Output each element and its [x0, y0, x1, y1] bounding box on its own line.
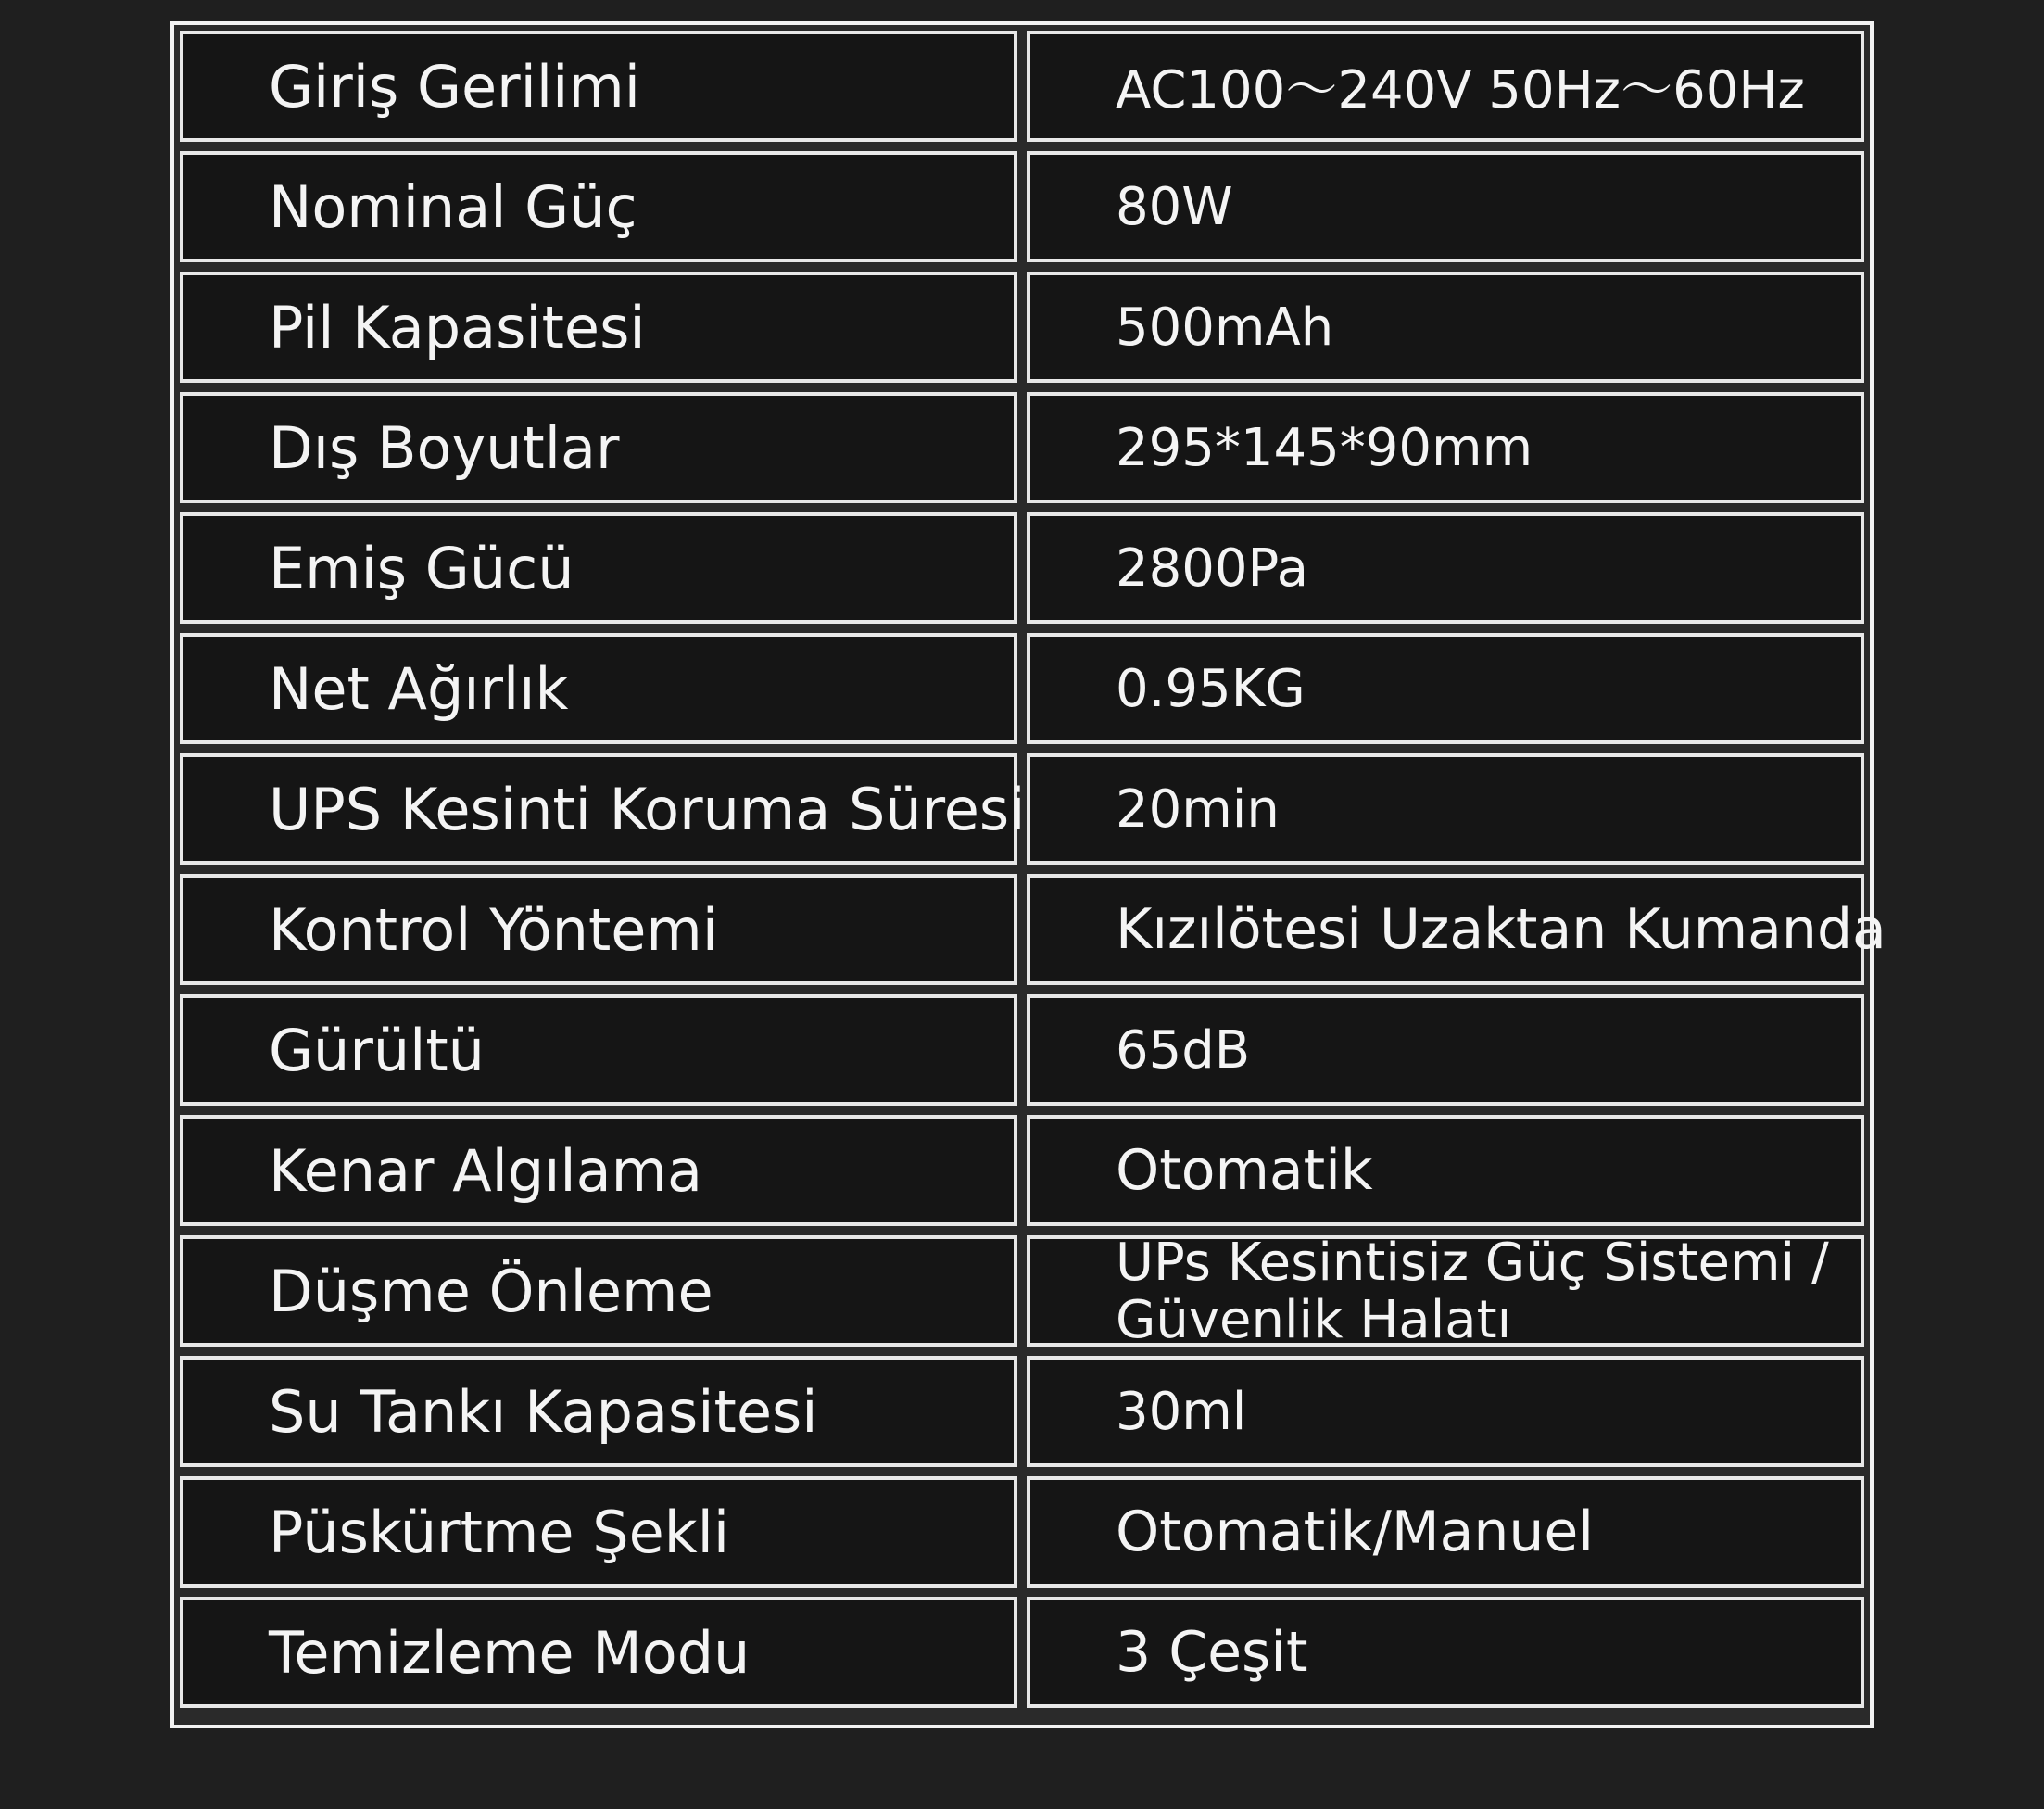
spec-row-ups-protection-time — [180, 753, 1864, 865]
spec-label: Su Tankı Kapasitesi — [180, 1356, 1017, 1467]
spec-row-net-weight — [180, 633, 1864, 744]
spec-row-edge-detection — [180, 1115, 1864, 1226]
spec-label: Dış Boyutlar — [180, 392, 1017, 503]
spec-value: 65dB — [1027, 994, 1864, 1106]
spec-row-fall-prevention — [180, 1233, 1864, 1350]
spec-value: 2800Pa — [1027, 512, 1864, 624]
spec-row-suction-power — [180, 512, 1864, 624]
spec-label: Nominal Güç — [180, 151, 1017, 262]
spec-row-input-voltage — [180, 31, 1864, 142]
spec-row-battery-capacity — [180, 272, 1864, 383]
spec-value: 295*145*90mm — [1027, 392, 1864, 503]
spec-label: Temizleme Modu — [180, 1597, 1017, 1708]
spec-row-dimensions — [180, 392, 1864, 503]
spec-value: 20min — [1027, 753, 1864, 865]
spec-label: Kenar Algılama — [180, 1115, 1017, 1226]
spec-value-line: Güvenlik Halatı — [1116, 1290, 1512, 1350]
spec-label: Gürültü — [180, 994, 1017, 1106]
spec-label: Net Ağırlık — [180, 633, 1017, 744]
spec-label: Emiş Gücü — [180, 512, 1017, 624]
spec-value: 30ml — [1027, 1356, 1864, 1467]
spec-row-noise — [180, 994, 1864, 1106]
spec-value-line: UPs Kesintisiz Güç Sistemi / — [1116, 1233, 1829, 1293]
spec-value: 3 Çeşit — [1027, 1597, 1864, 1708]
spec-label: Püskürtme Şekli — [180, 1476, 1017, 1588]
spec-row-cleaning-mode — [180, 1597, 1864, 1708]
spec-row-water-tank-capacity — [180, 1356, 1864, 1467]
spec-row-rated-power — [180, 151, 1864, 262]
spec-label: Kontrol Yöntemi — [180, 874, 1017, 985]
spec-row-control-method — [180, 874, 1886, 985]
spec-value: Otomatik/Manuel — [1027, 1476, 1864, 1588]
spec-value — [1027, 1233, 1864, 1350]
spec-label: UPS Kesinti Koruma Süresi — [180, 753, 1017, 865]
spec-value: 0.95KG — [1027, 633, 1864, 744]
spec-value: Otomatik — [1027, 1115, 1864, 1226]
spec-value: Kızılötesi Uzaktan Kumanda — [1027, 874, 1864, 985]
spec-value: 500mAh — [1027, 272, 1864, 383]
spec-value: AC100～240V 50Hz～60Hz — [1027, 31, 1864, 142]
spec-table — [170, 21, 1886, 1728]
spec-row-spray-type — [180, 1476, 1864, 1588]
spec-label: Pil Kapasitesi — [180, 272, 1017, 383]
spec-label: Giriş Gerilimi — [180, 31, 1017, 142]
spec-label: Düşme Önleme — [180, 1235, 1017, 1347]
spec-value: 80W — [1027, 151, 1864, 262]
